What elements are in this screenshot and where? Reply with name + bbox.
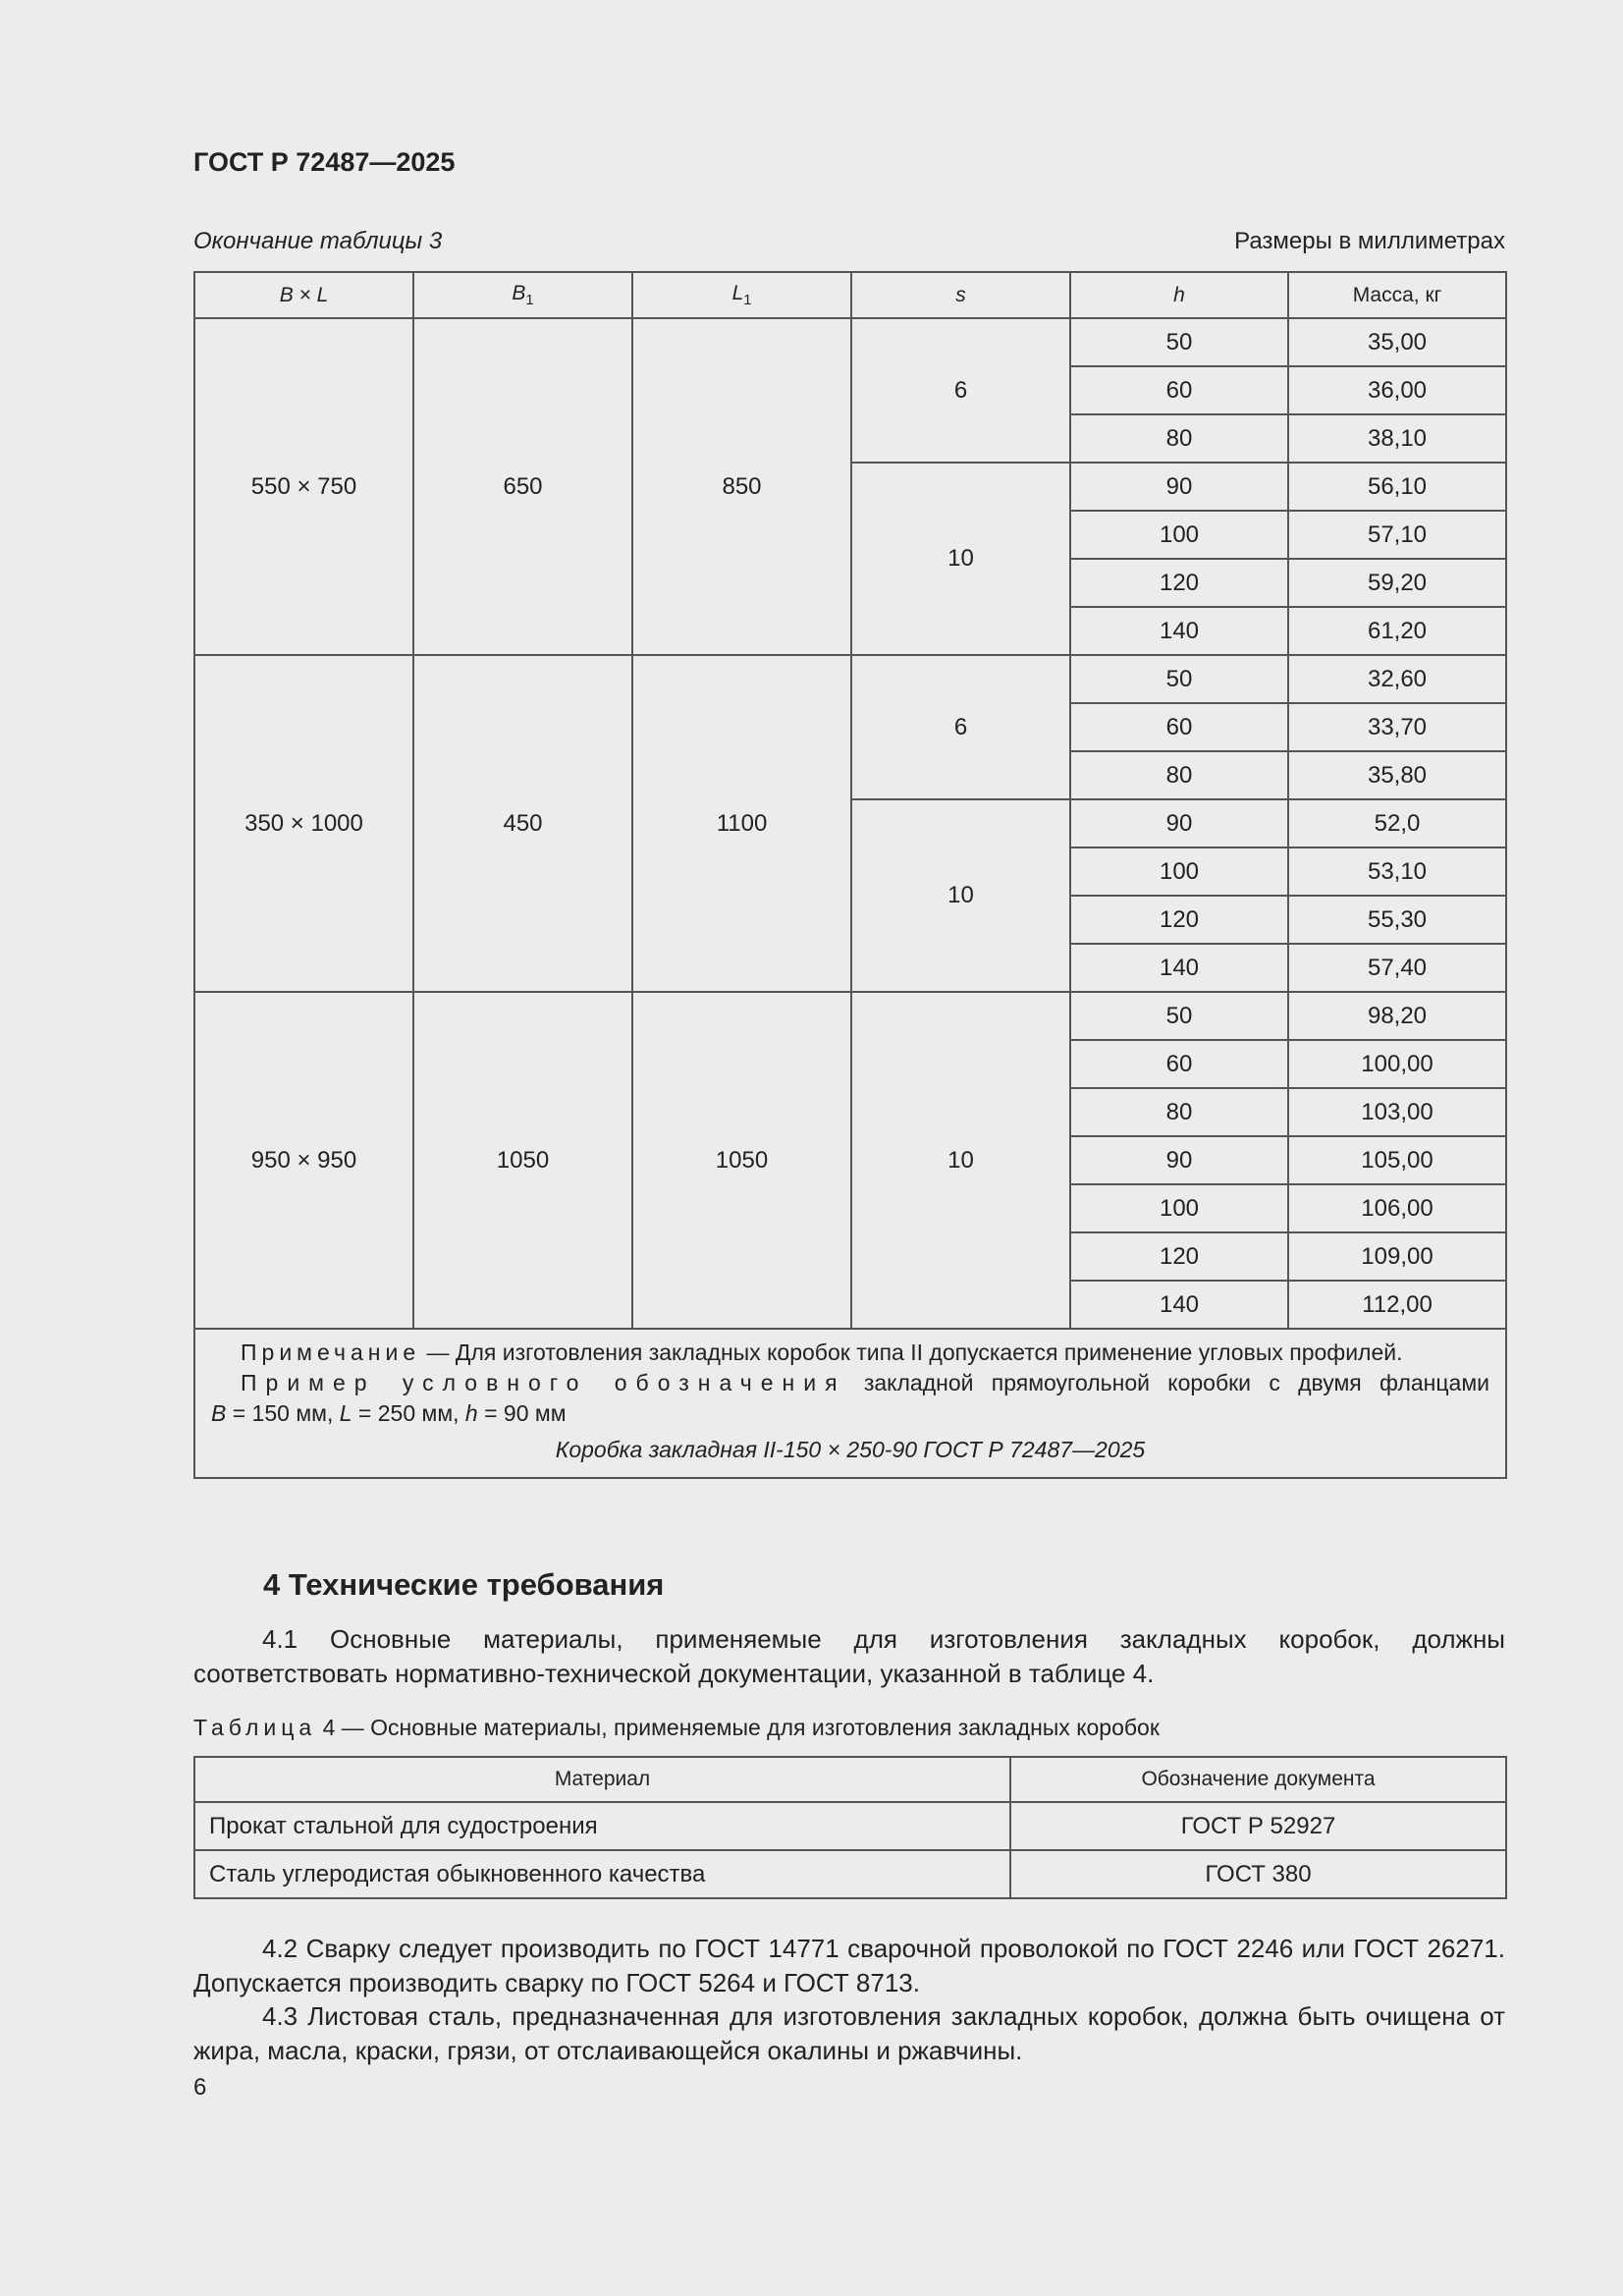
cell-mass: 100,00 (1288, 1040, 1506, 1088)
cell-h: 80 (1070, 751, 1288, 799)
cell-b1: 1050 (413, 992, 632, 1329)
cell-h: 120 (1070, 1232, 1288, 1281)
cell-h: 90 (1070, 463, 1288, 511)
material-cell: Прокат стальной для судостроения (194, 1802, 1010, 1850)
document-cell: ГОСТ 380 (1010, 1850, 1506, 1898)
col-header-bl: B × L (194, 272, 413, 318)
cell-mass: 59,20 (1288, 559, 1506, 607)
paragraph-4-3: 4.3 Листовая сталь, предназначенная для изготовления закладных коробок, должна быть очищена от жира, масла, краски, грязи, от отслаивающейся окалины и ржавчины. (193, 2001, 1505, 2065)
cell-mass: 112,00 (1288, 1281, 1506, 1329)
cell-h: 120 (1070, 559, 1288, 607)
section-title: 4 Технические требования (263, 1567, 665, 1602)
table-continuation-caption: Окончание таблицы 3 (193, 228, 443, 254)
cell-mass: 105,00 (1288, 1136, 1506, 1184)
cell-h: 100 (1070, 1184, 1288, 1232)
cell-mass: 57,10 (1288, 511, 1506, 559)
example-label: Пример условного обозначения (241, 1370, 846, 1395)
cell-h: 90 (1070, 1136, 1288, 1184)
cell-mass: 55,30 (1288, 896, 1506, 944)
notes-cell (194, 1329, 1506, 1478)
cell-mass: 32,60 (1288, 655, 1506, 703)
cell-h: 80 (1070, 1088, 1288, 1136)
cell-h: 80 (1070, 414, 1288, 463)
cell-bl: 550 × 750 (194, 318, 413, 655)
cell-bl: 350 × 1000 (194, 655, 413, 992)
note-label: Примечание (241, 1339, 421, 1365)
example-text: закладной прямоугольной коробки с двумя фланцами (845, 1370, 1489, 1395)
cell-mass: 35,00 (1288, 318, 1506, 366)
cell-s: 6 (851, 655, 1070, 799)
col-header-b1: $B_1$ (413, 272, 632, 318)
note-paragraph (211, 1338, 1489, 1368)
table-body (194, 318, 1506, 1329)
col-header-l1: $L_1$ (632, 272, 851, 318)
table-row (194, 655, 1506, 703)
col-header-material: Материал (194, 1757, 1010, 1802)
cell-h: 50 (1070, 992, 1288, 1040)
cell-mass: 109,00 (1288, 1232, 1506, 1281)
cell-mass: 33,70 (1288, 703, 1506, 751)
table-row (194, 992, 1506, 1040)
cell-b1: 650 (413, 318, 632, 655)
cell-h: 100 (1070, 511, 1288, 559)
cell-l1: 1050 (632, 992, 851, 1329)
col-header-h: h (1070, 272, 1288, 318)
example-paragraph (211, 1368, 1489, 1398)
cell-s: 6 (851, 318, 1070, 463)
cell-mass: 53,10 (1288, 847, 1506, 896)
cell-mass: 36,00 (1288, 366, 1506, 414)
cell-mass: 35,80 (1288, 751, 1506, 799)
material-cell: Сталь углеродистая обыкновенного качества (194, 1850, 1010, 1898)
dimensions-table (193, 271, 1507, 1479)
cell-h: 60 (1070, 1040, 1288, 1088)
table-row (194, 1802, 1506, 1850)
col-header-document: Обозначение документа (1010, 1757, 1506, 1802)
document-cell: ГОСТ Р 52927 (1010, 1802, 1506, 1850)
cell-mass: 98,20 (1288, 992, 1506, 1040)
cell-mass: 106,00 (1288, 1184, 1506, 1232)
example-params: B = 150 мм, L = 250 мм, h = 90 мм (211, 1400, 567, 1426)
cell-h: 50 (1070, 655, 1288, 703)
cell-l1: 1100 (632, 655, 851, 992)
cell-mass: 57,40 (1288, 944, 1506, 992)
document-header: ГОСТ Р 72487—2025 (193, 147, 456, 177)
cell-h: 140 (1070, 1281, 1288, 1329)
table-header-row (194, 1757, 1506, 1802)
cell-mass: 38,10 (1288, 414, 1506, 463)
cell-mass: 52,0 (1288, 799, 1506, 847)
cell-h: 60 (1070, 366, 1288, 414)
col-header-s: s (851, 272, 1070, 318)
col-header-mass: Масса, кг (1288, 272, 1506, 318)
table4-caption: Таблица 4 — Основные материалы, применяемые для изготовления закладных коробок (193, 1715, 1160, 1740)
cell-s: 10 (851, 799, 1070, 992)
cell-h: 140 (1070, 607, 1288, 655)
cell-l1: 850 (632, 318, 851, 655)
notes-row (194, 1329, 1506, 1478)
materials-table (193, 1756, 1507, 1899)
cell-s: 10 (851, 992, 1070, 1329)
example-designation: Коробка закладная II-150 × 250-90 ГОСТ Р 72487—2025 (555, 1437, 1146, 1462)
cell-s: 10 (851, 463, 1070, 655)
table-row (194, 318, 1506, 366)
table-row (194, 1850, 1506, 1898)
units-note: Размеры в миллиметрах (1234, 228, 1505, 254)
cell-mass: 103,00 (1288, 1088, 1506, 1136)
paragraph-4-1: 4.1 Основные материалы, применяемые для изготовления закладных коробок, должны соответствовать нормативно-технической документации, указанной в таблице 4. (193, 1624, 1505, 1688)
cell-b1: 450 (413, 655, 632, 992)
cell-h: 90 (1070, 799, 1288, 847)
cell-h: 140 (1070, 944, 1288, 992)
cell-h: 60 (1070, 703, 1288, 751)
note-text: — Для изготовления закладных коробок типа II допускается применение угловых профилей. (420, 1339, 1403, 1365)
page-number: 6 (193, 2074, 207, 2101)
cell-mass: 56,10 (1288, 463, 1506, 511)
cell-h: 100 (1070, 847, 1288, 896)
cell-h: 50 (1070, 318, 1288, 366)
cell-mass: 61,20 (1288, 607, 1506, 655)
paragraph-4-2: 4.2 Сварку следует производить по ГОСТ 14771 сварочной проволокой по ГОСТ 2246 или ГОСТ 26271. Допускается производить сварку по ГОСТ 5264 и ГОСТ 8713. (193, 1934, 1505, 1997)
table-header-row (194, 272, 1506, 318)
cell-bl: 950 × 950 (194, 992, 413, 1329)
cell-h: 120 (1070, 896, 1288, 944)
